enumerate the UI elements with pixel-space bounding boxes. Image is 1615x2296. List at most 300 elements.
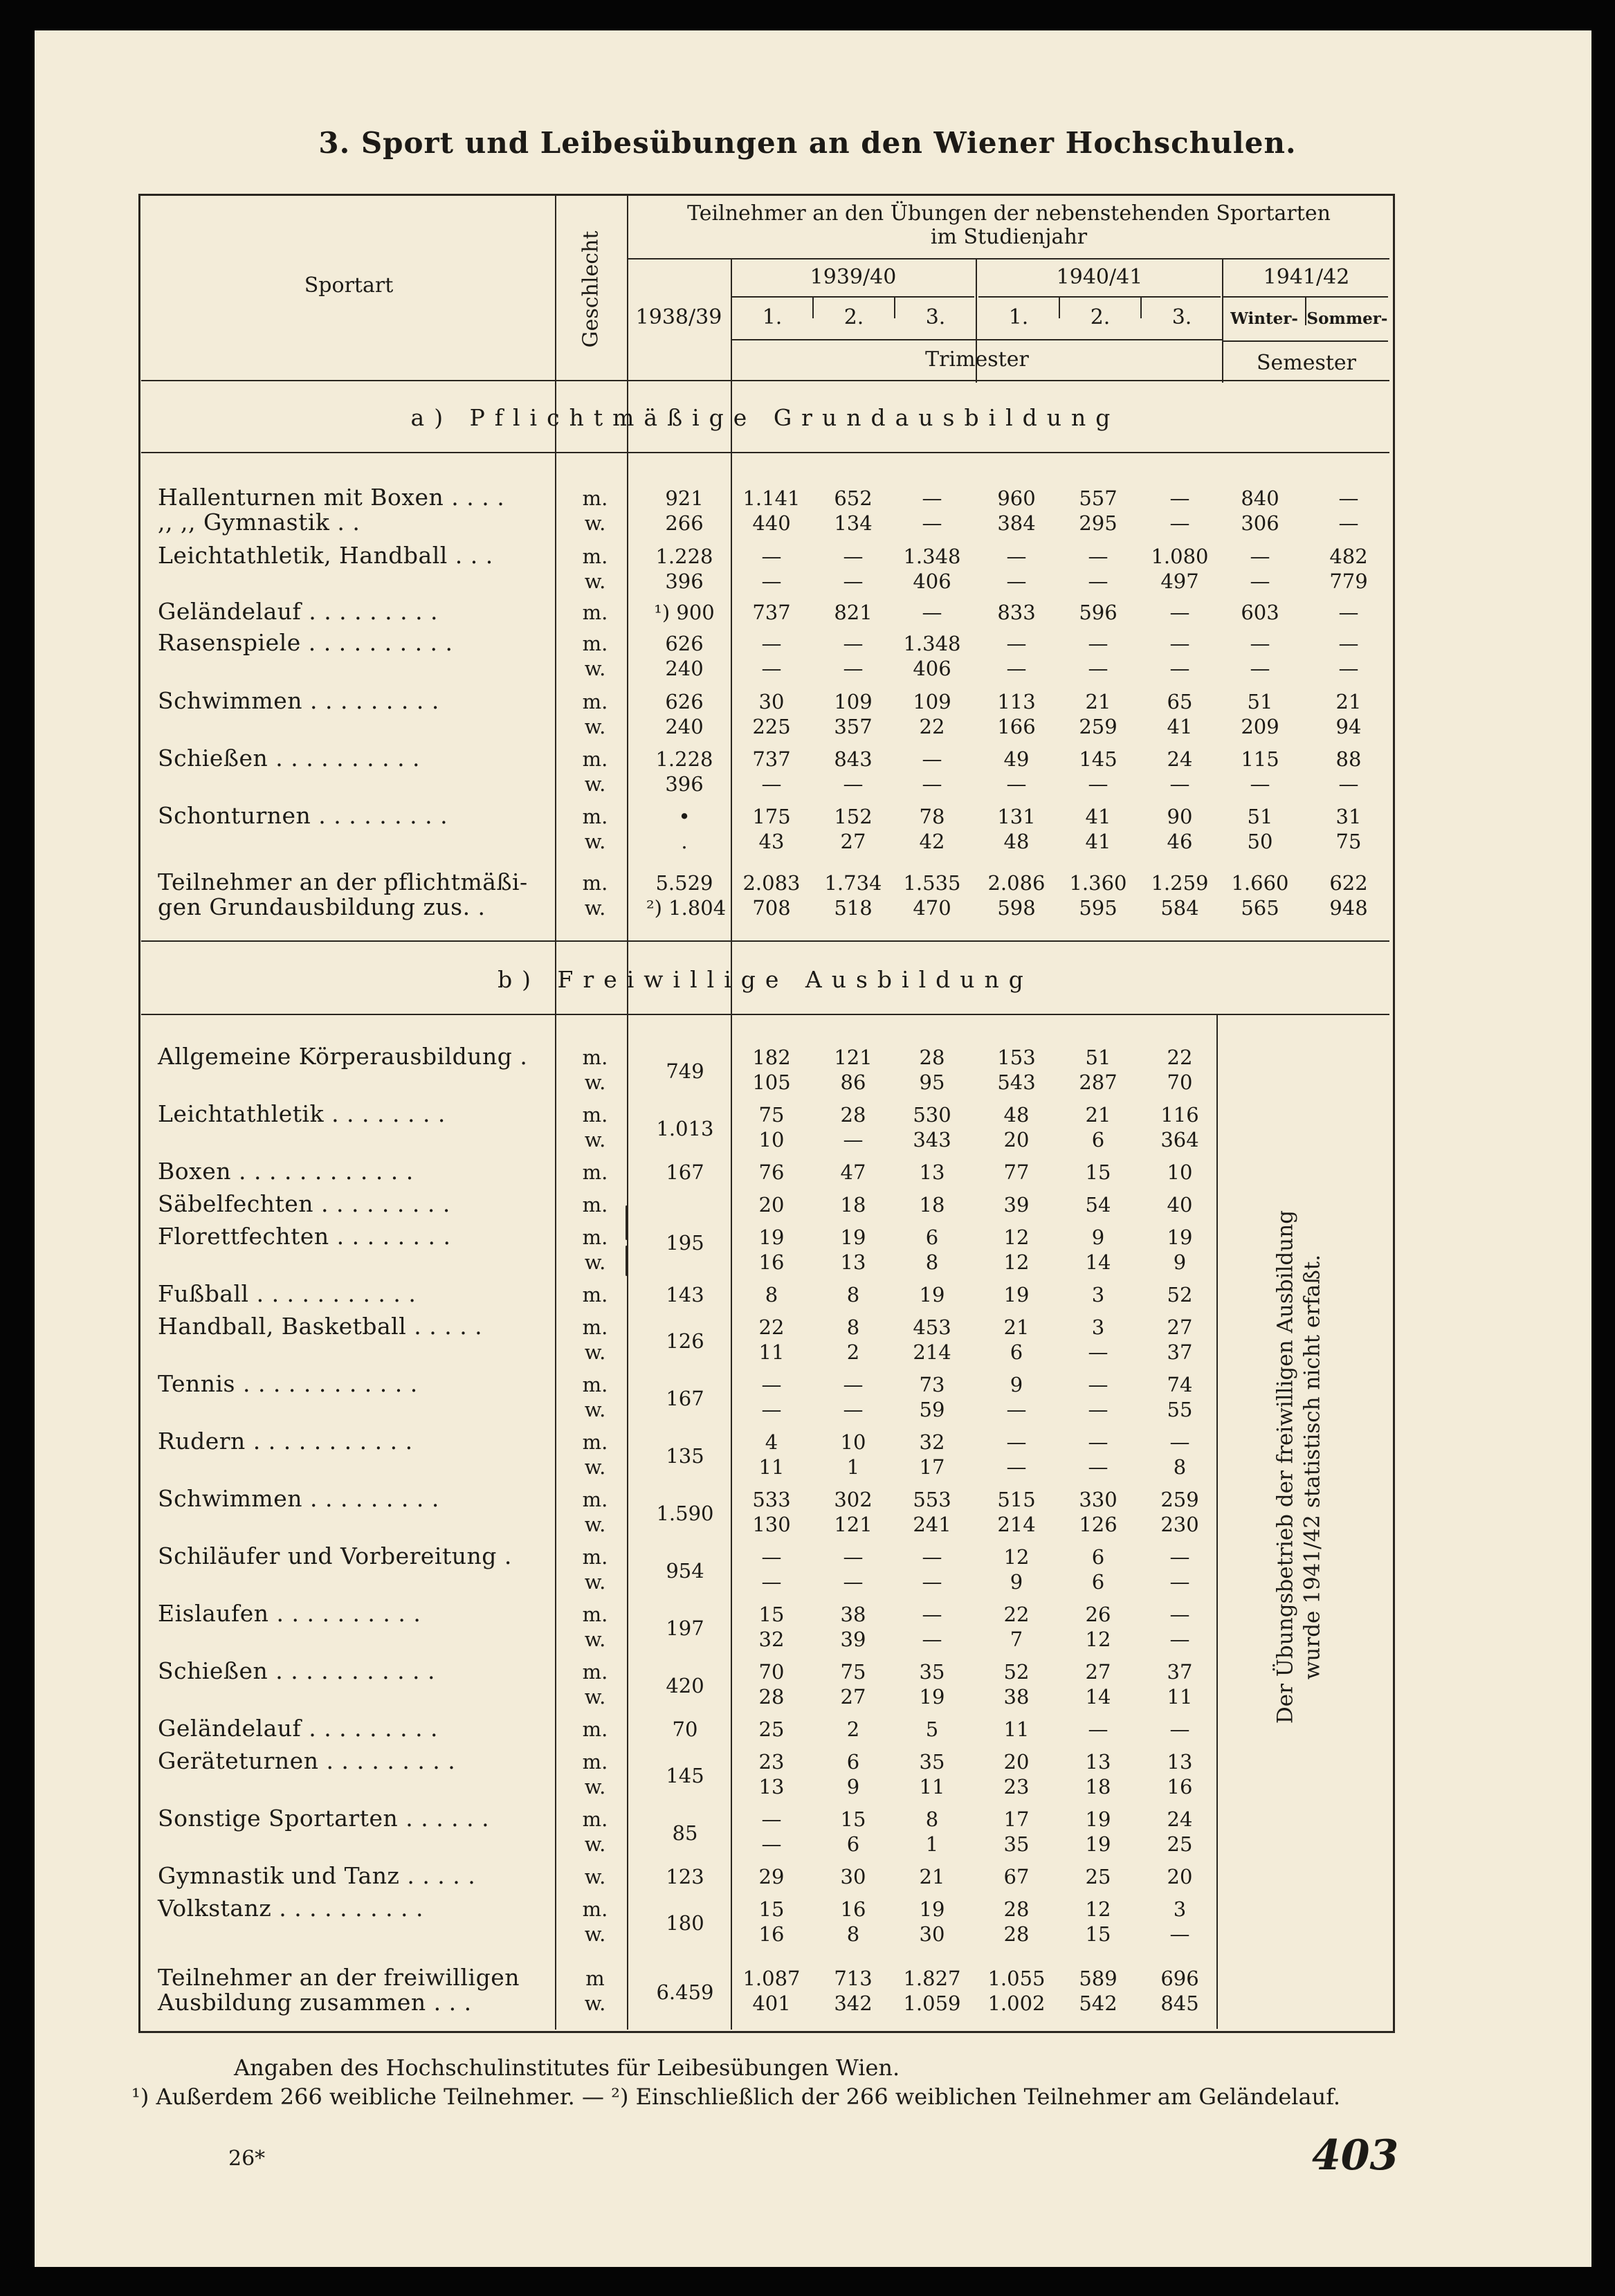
value-cell: 396 xyxy=(665,570,704,593)
value-cell: 153 xyxy=(997,1046,1036,1069)
value-cell: — xyxy=(922,601,942,624)
value-cell: 78 xyxy=(919,805,945,828)
gender-cell: m. xyxy=(582,1718,608,1741)
value-cell: 440 xyxy=(752,511,791,535)
value-cell: 12 xyxy=(1003,1250,1030,1274)
gender-cell: w. xyxy=(584,1922,606,1946)
value-cell: — xyxy=(761,545,782,568)
value-cell: 295 xyxy=(1079,511,1117,535)
value-cell: 960 xyxy=(997,486,1036,510)
gender-cell: m. xyxy=(582,1545,608,1569)
sport-name-a: gen Grundausbildung zus. . xyxy=(158,893,486,920)
header-rule-1940 xyxy=(978,296,1221,298)
value-cell: 90 xyxy=(1167,805,1193,828)
value-cell: 116 xyxy=(1160,1103,1199,1127)
gender-cell: w. xyxy=(584,1832,606,1856)
gender-cell: m. xyxy=(582,1226,608,1249)
value-1938: 749 xyxy=(666,1059,704,1083)
value-cell: 27 xyxy=(1085,1660,1111,1684)
value-cell: — xyxy=(1250,545,1270,568)
value-cell: 51 xyxy=(1085,1046,1111,1069)
value-cell: 5.529 xyxy=(655,871,713,895)
gender-cell: w. xyxy=(584,1570,606,1594)
header-rule-1939 xyxy=(732,296,974,298)
gender-cell: w. xyxy=(584,1340,606,1364)
sport-name-b: Leichtathletik . . . . . . . . xyxy=(158,1100,446,1127)
value-cell: — xyxy=(1338,657,1359,680)
value-cell: 287 xyxy=(1079,1070,1117,1094)
sport-name-b: Geländelauf . . . . . . . . . xyxy=(158,1715,439,1742)
value-cell: 175 xyxy=(752,805,791,828)
gender-cell: w. xyxy=(584,1628,606,1651)
value-cell: 543 xyxy=(997,1070,1036,1094)
value-cell: 515 xyxy=(997,1488,1036,1511)
value-cell: — xyxy=(1338,511,1359,535)
value-cell: — xyxy=(1088,545,1108,568)
value-cell: 28 xyxy=(840,1103,866,1127)
value-cell: 30 xyxy=(840,1865,866,1888)
value-cell: 121 xyxy=(834,1046,873,1069)
value-cell: 1.660 xyxy=(1231,871,1289,895)
sport-name-b: Boxen . . . . . . . . . . . . xyxy=(158,1158,414,1185)
value-cell: 18 xyxy=(919,1193,945,1217)
value-cell: 43 xyxy=(758,830,785,853)
value-cell: 21 xyxy=(1335,690,1362,713)
value-cell: 70 xyxy=(758,1660,785,1684)
gender-cell: m. xyxy=(582,1315,608,1339)
value-cell: — xyxy=(1088,570,1108,593)
gender-cell: m. xyxy=(582,747,608,771)
value-cell: 12 xyxy=(1085,1628,1111,1651)
value-cell: 6 xyxy=(1091,1570,1105,1594)
trimester-1940-3: 3. xyxy=(1171,305,1192,329)
value-cell: — xyxy=(1169,486,1190,510)
value-cell: — xyxy=(761,772,782,796)
gender-cell: w. xyxy=(584,1070,606,1094)
value-cell: 12 xyxy=(1085,1897,1111,1921)
value-cell: 1.080 xyxy=(1151,545,1209,568)
value-cell: 19 xyxy=(1085,1832,1111,1856)
gender-cell: m. xyxy=(582,1807,608,1831)
sport-name-b: Sonstige Sportarten . . . . . . xyxy=(158,1805,490,1832)
value-cell: 35 xyxy=(919,1750,945,1774)
value-cell: — xyxy=(843,570,864,593)
trimester-1939-1: 1. xyxy=(762,305,783,329)
sport-name-b: Geräteturnen . . . . . . . . . xyxy=(158,1747,456,1774)
value-cell: — xyxy=(843,772,864,796)
value-1938: 70 xyxy=(672,1718,698,1741)
sport-name-a: Hallenturnen mit Boxen . . . . xyxy=(158,484,505,511)
sport-name-a: ,, ,, Gymnastik . . xyxy=(158,509,361,536)
value-1938: 180 xyxy=(666,1911,704,1935)
value-cell: 10 xyxy=(758,1128,785,1151)
header-bottom-rule xyxy=(141,380,1389,381)
value-cell: 59 xyxy=(919,1398,945,1421)
value-cell: 6 xyxy=(846,1832,860,1856)
trimester-1940-2: 2. xyxy=(1090,305,1111,329)
value-cell: 542 xyxy=(1079,1992,1117,2015)
value-cell: 23 xyxy=(758,1750,785,1774)
year-1940: 1940/41 xyxy=(1056,265,1143,289)
page-title: 3. Sport und Leibesübungen an den Wiener Hochschulen. xyxy=(318,126,1297,160)
value-cell: 32 xyxy=(919,1430,945,1454)
value-cell: — xyxy=(1169,1430,1190,1454)
value-cell: — xyxy=(1338,486,1359,510)
year-1939: 1939/40 xyxy=(810,265,897,289)
value-cell: 20 xyxy=(1167,1865,1193,1888)
value-cell: — xyxy=(761,657,782,680)
value-cell: 6 xyxy=(1010,1340,1023,1364)
value-cell: — xyxy=(1169,1545,1190,1569)
value-cell: 259 xyxy=(1079,715,1117,738)
section-a-end-rule xyxy=(141,940,1389,942)
value-cell: 9 xyxy=(1010,1373,1023,1396)
sport-name-b: Allgemeine Körperausbildung . xyxy=(158,1043,528,1070)
sport-name-b: Säbelfechten . . . . . . . . . xyxy=(158,1190,450,1217)
value-cell: 364 xyxy=(1160,1128,1199,1151)
value-cell: — xyxy=(1169,1570,1190,1594)
value-cell: 51 xyxy=(1247,690,1273,713)
value-cell: 8 xyxy=(925,1807,939,1831)
value-cell: 21 xyxy=(1085,690,1111,713)
value-cell: 259 xyxy=(1160,1488,1199,1511)
value-cell: — xyxy=(1088,1398,1108,1421)
value-cell: 21 xyxy=(1085,1103,1111,1127)
value-cell: 19 xyxy=(1003,1283,1030,1306)
gender-cell: m. xyxy=(582,1373,608,1396)
value-cell: 75 xyxy=(1335,830,1362,853)
value-cell: — xyxy=(1169,1718,1190,1741)
value-cell: — xyxy=(761,1398,782,1421)
value-cell: — xyxy=(1006,657,1027,680)
value-cell: 401 xyxy=(752,1992,791,2015)
value-cell: 18 xyxy=(1085,1775,1111,1798)
value-cell: 652 xyxy=(834,486,873,510)
value-1938: 123 xyxy=(666,1865,704,1888)
value-cell: 779 xyxy=(1329,570,1368,593)
value-cell: 54 xyxy=(1085,1193,1111,1217)
value-cell: 470 xyxy=(913,896,951,920)
fencing-group-brace-upper xyxy=(626,1205,628,1240)
value-cell: 40 xyxy=(1167,1193,1193,1217)
value-cell: 845 xyxy=(1160,1992,1199,2015)
value-cell: 21 xyxy=(1003,1315,1030,1339)
value-cell: 86 xyxy=(840,1070,866,1094)
value-cell: 19 xyxy=(758,1226,785,1249)
value-cell: — xyxy=(761,632,782,655)
value-cell: — xyxy=(922,772,942,796)
gender-cell: m. xyxy=(582,805,608,828)
year-1941: 1941/42 xyxy=(1263,265,1350,289)
value-cell: 95 xyxy=(919,1070,945,1094)
value-cell: 518 xyxy=(834,896,873,920)
value-cell: 1.059 xyxy=(903,1992,961,2015)
value-cell: 833 xyxy=(997,601,1036,624)
value-cell: 35 xyxy=(1003,1832,1030,1856)
value-cell: 73 xyxy=(919,1373,945,1396)
value-cell: — xyxy=(1006,1455,1027,1479)
value-cell: 126 xyxy=(1079,1513,1117,1536)
sport-name-a: Schwimmen . . . . . . . . . xyxy=(158,687,439,714)
fencing-group-brace-lower xyxy=(626,1246,628,1276)
value-cell: 152 xyxy=(834,805,873,828)
footnotes: ¹) Außerdem 266 weibliche Teilnehmer. — ²) Einschließlich der 266 weiblichen Teilnehmer am Geländelauf. xyxy=(131,2084,1341,2110)
value-cell: 1.055 xyxy=(987,1967,1046,1990)
gender-cell: m. xyxy=(582,1660,608,1684)
value-cell: 22 xyxy=(1003,1603,1030,1626)
sport-name-b: Schwimmen . . . . . . . . . xyxy=(158,1485,439,1512)
sport-name-b: Schiläufer und Vorbereitung . xyxy=(158,1542,512,1569)
value-cell: — xyxy=(922,1603,942,1626)
value-cell: — xyxy=(1006,545,1027,568)
value-cell: 2.086 xyxy=(987,871,1046,895)
value-cell: ²) 1.804 xyxy=(646,896,727,920)
value-cell: 13 xyxy=(840,1250,866,1274)
value-cell: 67 xyxy=(1003,1865,1030,1888)
value-cell: — xyxy=(761,1832,782,1856)
sport-name-b: Ausbildung zusammen . . . xyxy=(158,1989,472,2016)
value-cell: 16 xyxy=(840,1897,866,1921)
value-cell: 530 xyxy=(913,1103,951,1127)
value-cell: 21 xyxy=(919,1865,945,1888)
value-cell: 19 xyxy=(840,1226,866,1249)
value-cell: 230 xyxy=(1160,1513,1199,1536)
value-cell: 22 xyxy=(919,715,945,738)
value-cell: 1.360 xyxy=(1069,871,1127,895)
value-cell: 13 xyxy=(1167,1750,1193,1774)
value-cell: 15 xyxy=(758,1897,785,1921)
divider-1938 xyxy=(731,258,732,2030)
gender-cell: w. xyxy=(584,657,606,680)
value-cell: 48 xyxy=(1003,1103,1030,1127)
value-cell: — xyxy=(922,1570,942,1594)
value-cell: 39 xyxy=(1003,1193,1030,1217)
sport-name-a: Rasenspiele . . . . . . . . . . xyxy=(158,629,453,656)
value-cell: 15 xyxy=(840,1807,866,1831)
sport-name-b: Handball, Basketball . . . . . xyxy=(158,1313,483,1340)
value-cell: — xyxy=(922,1628,942,1651)
value-cell: 16 xyxy=(758,1922,785,1946)
sport-name-a: Leichtathletik, Handball . . . xyxy=(158,542,493,569)
gender-cell: m. xyxy=(582,1046,608,1069)
sport-name-b: Rudern . . . . . . . . . . . xyxy=(158,1428,413,1455)
value-cell: 166 xyxy=(997,715,1036,738)
value-cell: 17 xyxy=(1003,1807,1030,1831)
value-cell: 12 xyxy=(1003,1545,1030,1569)
label-semester: Semester xyxy=(1256,351,1357,375)
value-cell: 25 xyxy=(1085,1865,1111,1888)
sport-name-b: Tennis . . . . . . . . . . . . xyxy=(158,1370,418,1397)
value-cell: 27 xyxy=(1167,1315,1193,1339)
side-note-line1: Der Übungsbetrieb der freiwilligen Ausbildung xyxy=(1272,1210,1298,1724)
value-cell: 1.535 xyxy=(903,871,961,895)
value-1938: 420 xyxy=(666,1674,704,1697)
value-cell: 74 xyxy=(1167,1373,1193,1396)
section-a-heading: a) Pflichtmäßige Grundausbildung xyxy=(410,404,1120,431)
value-cell: 565 xyxy=(1241,896,1279,920)
value-cell: 55 xyxy=(1167,1398,1193,1421)
header-main-line2: im Studienjahr xyxy=(930,225,1088,249)
value-cell: 1.002 xyxy=(987,1992,1046,2015)
value-1938: 195 xyxy=(666,1231,704,1255)
value-cell: — xyxy=(1006,570,1027,593)
value-cell: 9 xyxy=(1173,1250,1187,1274)
value-cell: — xyxy=(1169,1628,1190,1651)
value-cell: — xyxy=(1250,632,1270,655)
value-cell: — xyxy=(1338,772,1359,796)
value-cell: 14 xyxy=(1085,1685,1111,1709)
value-cell: 19 xyxy=(1085,1807,1111,1831)
value-cell: 1 xyxy=(925,1832,939,1856)
value-cell: 28 xyxy=(919,1046,945,1069)
value-cell: 13 xyxy=(1085,1750,1111,1774)
value-cell: — xyxy=(1169,657,1190,680)
value-cell: 76 xyxy=(758,1160,785,1184)
value-cell: 9 xyxy=(1091,1226,1105,1249)
value-cell: 11 xyxy=(1003,1718,1030,1741)
value-cell: 41 xyxy=(1085,830,1111,853)
value-cell: . xyxy=(681,830,688,853)
value-cell: 209 xyxy=(1241,715,1279,738)
value-cell: 27 xyxy=(840,1685,866,1709)
value-cell: 696 xyxy=(1160,1967,1199,1990)
gender-cell: m. xyxy=(582,1103,608,1127)
value-cell: 41 xyxy=(1167,715,1193,738)
value-cell: 109 xyxy=(913,690,951,713)
gender-cell: m. xyxy=(582,632,608,655)
sport-name-a: Geländelauf . . . . . . . . . xyxy=(158,598,439,625)
value-cell: 1.228 xyxy=(655,747,713,771)
value-cell: 37 xyxy=(1167,1660,1193,1684)
value-1938: 1.590 xyxy=(656,1502,714,1525)
value-cell: — xyxy=(843,1545,864,1569)
gender-cell: m. xyxy=(582,486,608,510)
value-cell: 28 xyxy=(1003,1897,1030,1921)
value-cell: 38 xyxy=(840,1603,866,1626)
source-note: Angaben des Hochschulinstitutes für Leibesübungen Wien. xyxy=(234,2054,900,2081)
value-cell: 3 xyxy=(1091,1283,1105,1306)
value-cell: 109 xyxy=(834,690,873,713)
value-cell: 533 xyxy=(752,1488,791,1511)
gender-cell: m. xyxy=(582,1488,608,1511)
page-number: 403 xyxy=(1312,2131,1399,2180)
value-cell: 3 xyxy=(1173,1897,1187,1921)
value-cell: 28 xyxy=(1003,1922,1030,1946)
value-cell: 75 xyxy=(840,1660,866,1684)
value-cell: 626 xyxy=(665,632,704,655)
value-1938: 167 xyxy=(666,1160,704,1184)
value-cell: — xyxy=(1169,1603,1190,1626)
trimester-1939-2: 2. xyxy=(843,305,864,329)
value-cell: 25 xyxy=(758,1718,785,1741)
value-cell: — xyxy=(1088,772,1108,796)
value-cell: — xyxy=(922,511,942,535)
value-cell: — xyxy=(761,1373,782,1396)
value-cell: 105 xyxy=(752,1070,791,1094)
value-cell: — xyxy=(761,1807,782,1831)
value-cell: 1.827 xyxy=(903,1967,961,1990)
value-cell: 626 xyxy=(665,690,704,713)
value-cell: 38 xyxy=(1003,1685,1030,1709)
semester-winter: Winter- xyxy=(1230,309,1298,328)
gender-cell: w. xyxy=(584,715,606,738)
value-cell: 35 xyxy=(919,1660,945,1684)
value-cell: 27 xyxy=(840,830,866,853)
value-cell: 39 xyxy=(840,1628,866,1651)
value-cell: 6 xyxy=(925,1226,939,1249)
gender-cell: w. xyxy=(584,1128,606,1151)
gender-cell: m xyxy=(585,1967,605,1990)
value-cell: 2.083 xyxy=(742,871,801,895)
value-cell: 9 xyxy=(1010,1570,1023,1594)
value-cell: 12 xyxy=(1003,1226,1030,1249)
value-cell: 50 xyxy=(1247,830,1273,853)
gender-cell: w. xyxy=(584,896,606,920)
trimester-1939-3: 3. xyxy=(925,305,946,329)
trimester-1940-1: 1. xyxy=(1008,305,1029,329)
value-cell: 22 xyxy=(758,1315,785,1339)
value-cell: — xyxy=(843,1373,864,1396)
value-cell: 8 xyxy=(765,1283,778,1306)
gender-cell: w. xyxy=(584,1513,606,1536)
value-cell: 1.734 xyxy=(824,871,882,895)
value-cell: 1.228 xyxy=(655,545,713,568)
value-cell: 13 xyxy=(919,1160,945,1184)
gender-cell: m. xyxy=(582,1193,608,1217)
value-cell: 843 xyxy=(834,747,873,771)
gender-cell: w. xyxy=(584,772,606,796)
value-cell: — xyxy=(1169,1922,1190,1946)
value-cell: 1 xyxy=(846,1455,860,1479)
header-rule-1941 xyxy=(1223,296,1388,298)
value-cell: 51 xyxy=(1247,805,1273,828)
divider-sport-gender xyxy=(555,196,556,2030)
value-cell: 121 xyxy=(834,1513,873,1536)
gender-cell: w. xyxy=(584,1992,606,2015)
value-cell: 6 xyxy=(846,1750,860,1774)
value-cell: 47 xyxy=(840,1160,866,1184)
semester-sommer: Sommer- xyxy=(1306,309,1388,328)
value-cell: 482 xyxy=(1329,545,1368,568)
value-cell: 37 xyxy=(1167,1340,1193,1364)
value-cell: 595 xyxy=(1079,896,1117,920)
value-cell: 921 xyxy=(665,486,704,510)
value-cell: 75 xyxy=(758,1103,785,1127)
value-cell: — xyxy=(761,1570,782,1594)
value-cell: 1.141 xyxy=(742,486,801,510)
value-cell: 41 xyxy=(1085,805,1111,828)
value-1938: 126 xyxy=(666,1329,704,1353)
gender-cell: m. xyxy=(582,1283,608,1306)
value-cell: 15 xyxy=(1085,1922,1111,1946)
value-cell: — xyxy=(922,747,942,771)
value-cell: 24 xyxy=(1167,747,1193,771)
value-cell: — xyxy=(1250,657,1270,680)
value-cell: 130 xyxy=(752,1513,791,1536)
value-cell: 115 xyxy=(1241,747,1279,771)
value-1938: 6.459 xyxy=(656,1980,714,2004)
gender-cell: w. xyxy=(584,1775,606,1798)
section-b-rule xyxy=(141,1014,1389,1015)
value-1938: 197 xyxy=(666,1616,704,1640)
sport-name-b: Fußball . . . . . . . . . . . xyxy=(158,1280,417,1307)
value-cell: 134 xyxy=(834,511,873,535)
gender-cell: m. xyxy=(582,545,608,568)
value-cell: 70 xyxy=(1167,1070,1193,1094)
label-trimester: Trimester xyxy=(925,347,1029,372)
value-cell: 821 xyxy=(834,601,873,624)
value-cell: 589 xyxy=(1079,1967,1117,1990)
